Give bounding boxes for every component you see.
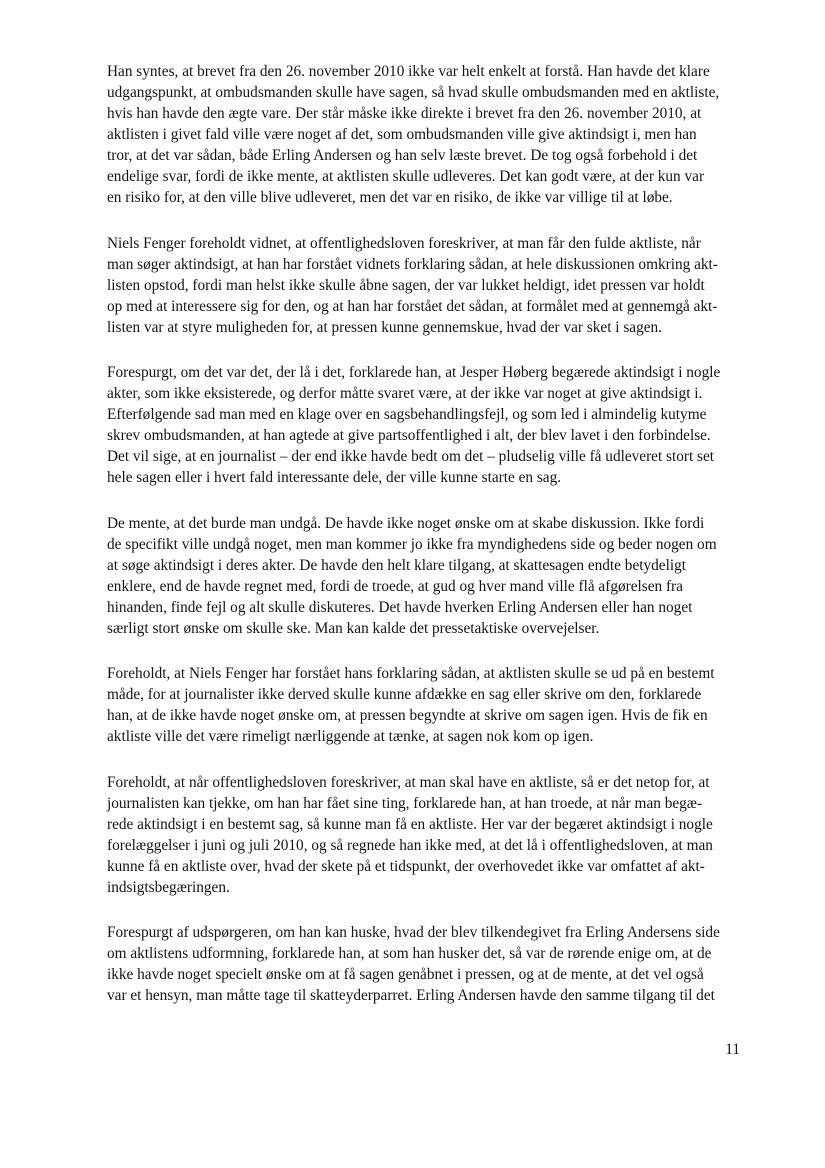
paragraph [107, 233, 747, 338]
page-number: 11 [725, 1041, 740, 1058]
text-line: udgangspunkt, at ombudsmanden skulle have sagen, så hvad skulle ombudsmanden med en aktliste, [107, 84, 720, 101]
text-line: måde, for at journalister ikke derved skulle kunne afdække en sag eller skrive om den, forklarede [107, 686, 702, 703]
text-line: de specifikt ville undgå noget, men man kommer jo ikke fra myndighedens side og beder nogen om [107, 535, 717, 553]
text-line: endelige svar, fordi de ikke mente, at aktlisten skulle udleveres. Det kan godt være, at der kun var [107, 168, 705, 185]
text-line: Niels Fenger foreholdt vidnet, at offentlighedsloven foreskriver, at man får den fulde aktliste, når [107, 234, 701, 252]
text-line: man søger aktindsigt, at han har forstået vidnets forklaring sådan, at hele diskussionen omkring akt- [107, 255, 718, 273]
text-line: skrev ombudsmanden, at han agtede at give partsoffentlighed i alt, der blev lavet i den forbindelse. [107, 427, 711, 444]
text-line: en risiko for, at den ville blive udleveret, men det var en risiko, de ikke var villige til at løbe. [107, 189, 673, 206]
text-line: Han syntes, at brevet fra den 26. november 2010 ikke var helt enkelt at forstå. Han havde det klare [107, 63, 710, 80]
paragraph [107, 663, 747, 747]
text-line: var et hensyn, man måtte tage til skatteyderparret. Erling Andersen havde den samme tilgang til det [107, 987, 715, 1004]
paragraph [107, 513, 747, 639]
text-line: Efterfølgende sad man med en klage over en sagsbehandlingsfejl, og som led i almindelig kutyme [107, 406, 707, 423]
text-line: særligt stort ønske om skulle ske. Man kan kalde det pressetaktiske overvejelser. [107, 619, 600, 637]
text-line: Foreholdt, at Niels Fenger har forstået hans forklaring sådan, at aktlisten skulle se ud på en bestemt [107, 665, 715, 682]
text-line: Forespurgt, om det var det, der lå i det, forklarede han, at Jesper Høberg begærede aktindsigt i nogle [107, 364, 721, 381]
text-line: listen opstod, fordi man helst ikke skulle åbne sagen, der var lukket heldigt, idet pressen var holdt [107, 276, 705, 294]
text-line: ikke havde noget specielt ønske om at få sagen genåbnet i pressen, og at de mente, at det vel også [107, 966, 704, 983]
text-line: om aktlistens udformning, forklarede han, at som han husker det, så var de rørende enige om, at de [107, 945, 712, 962]
text-line: Forespurgt af udspørgeren, om han kan huske, hvad der blev tilkendegivet fra Erling Andersens side [107, 924, 720, 941]
body-text [107, 61, 747, 1031]
text-line: journalisten kan tjekke, om han har fået sine ting, forklarede han, at han troede, at når man begæ- [107, 794, 703, 812]
text-line: han, at de ikke havde noget ønske om, at pressen begyndte at skrive om sagen igen. Hvis de fik en [107, 707, 708, 724]
text-line: enklere, end de havde regnet med, fordi de troede, at gud og hver mand ville flå afgørelsen fra [107, 577, 683, 595]
text-line: aktliste ville det være rimeligt nærliggende at tænke, at sagen nok kom op igen. [107, 728, 594, 745]
text-line: Det vil sige, at en journalist – der end ikke havde bedt om det – pludselig ville få udleveret stort set [107, 448, 715, 465]
text-line: op med at interessere sig for den, og at han har forstået det sådan, at formålet med at gennemgå akt- [107, 297, 718, 315]
text-line: listen var at styre muligheden for, at pressen kunne gennemskue, hvad der var sket i sagen. [107, 318, 663, 336]
text-line: rede aktindsigt i en bestemt sag, så kunne man få en aktliste. Her var der begæret aktindsigt i nogle [107, 815, 713, 833]
text-line: akter, som ikke eksisterede, og derfor måtte svaret være, at der ikke var noget at give aktindsigt i. [107, 385, 703, 402]
text-line: De mente, at det burde man undgå. De havde ikke noget ønske om at skabe diskussion. Ikke fordi [107, 514, 705, 532]
text-line: tror, at det var sådan, både Erling Andersen og han selv læste brevet. De tog også forbehold i det [107, 147, 698, 164]
paragraph [107, 61, 747, 208]
text-line: forelæggelser i juni og juli 2010, og så regnede han ikke med, at det lå i offentlighedsloven, at man [107, 836, 713, 854]
text-line: aktlisten i givet fald ville være noget af det, som ombudsmanden ville give aktindsigt i, men han [107, 126, 697, 143]
text-line: hinanden, finde fejl og alt skulle diskuteres. Det havde hverken Erling Andersen eller han noget [107, 598, 693, 616]
text-line: kunne få en aktliste over, hvad der skete på et tidspunkt, der overhovedet ikke var omfattet af akt- [107, 857, 705, 875]
text-line: Foreholdt, at når offentlighedsloven foreskriver, at man skal have en aktliste, så er det netop for, at [107, 773, 710, 791]
paragraph [107, 772, 747, 898]
text-line: hvis han havde den ægte vare. Der står måske ikke direkte i brevet fra den 26. november 2010, at [107, 105, 702, 122]
text-line: hele sagen eller i hvert fald interessante dele, der ville kunne starte en sag. [107, 469, 562, 486]
text-line: at søge aktindsigt i deres akter. De havde den helt klare tilgang, at skattesagen endte betydeligt [107, 556, 686, 574]
text-line: indsigtsbegæringen. [107, 878, 230, 896]
paragraph [107, 362, 747, 488]
paragraph [107, 922, 747, 1006]
